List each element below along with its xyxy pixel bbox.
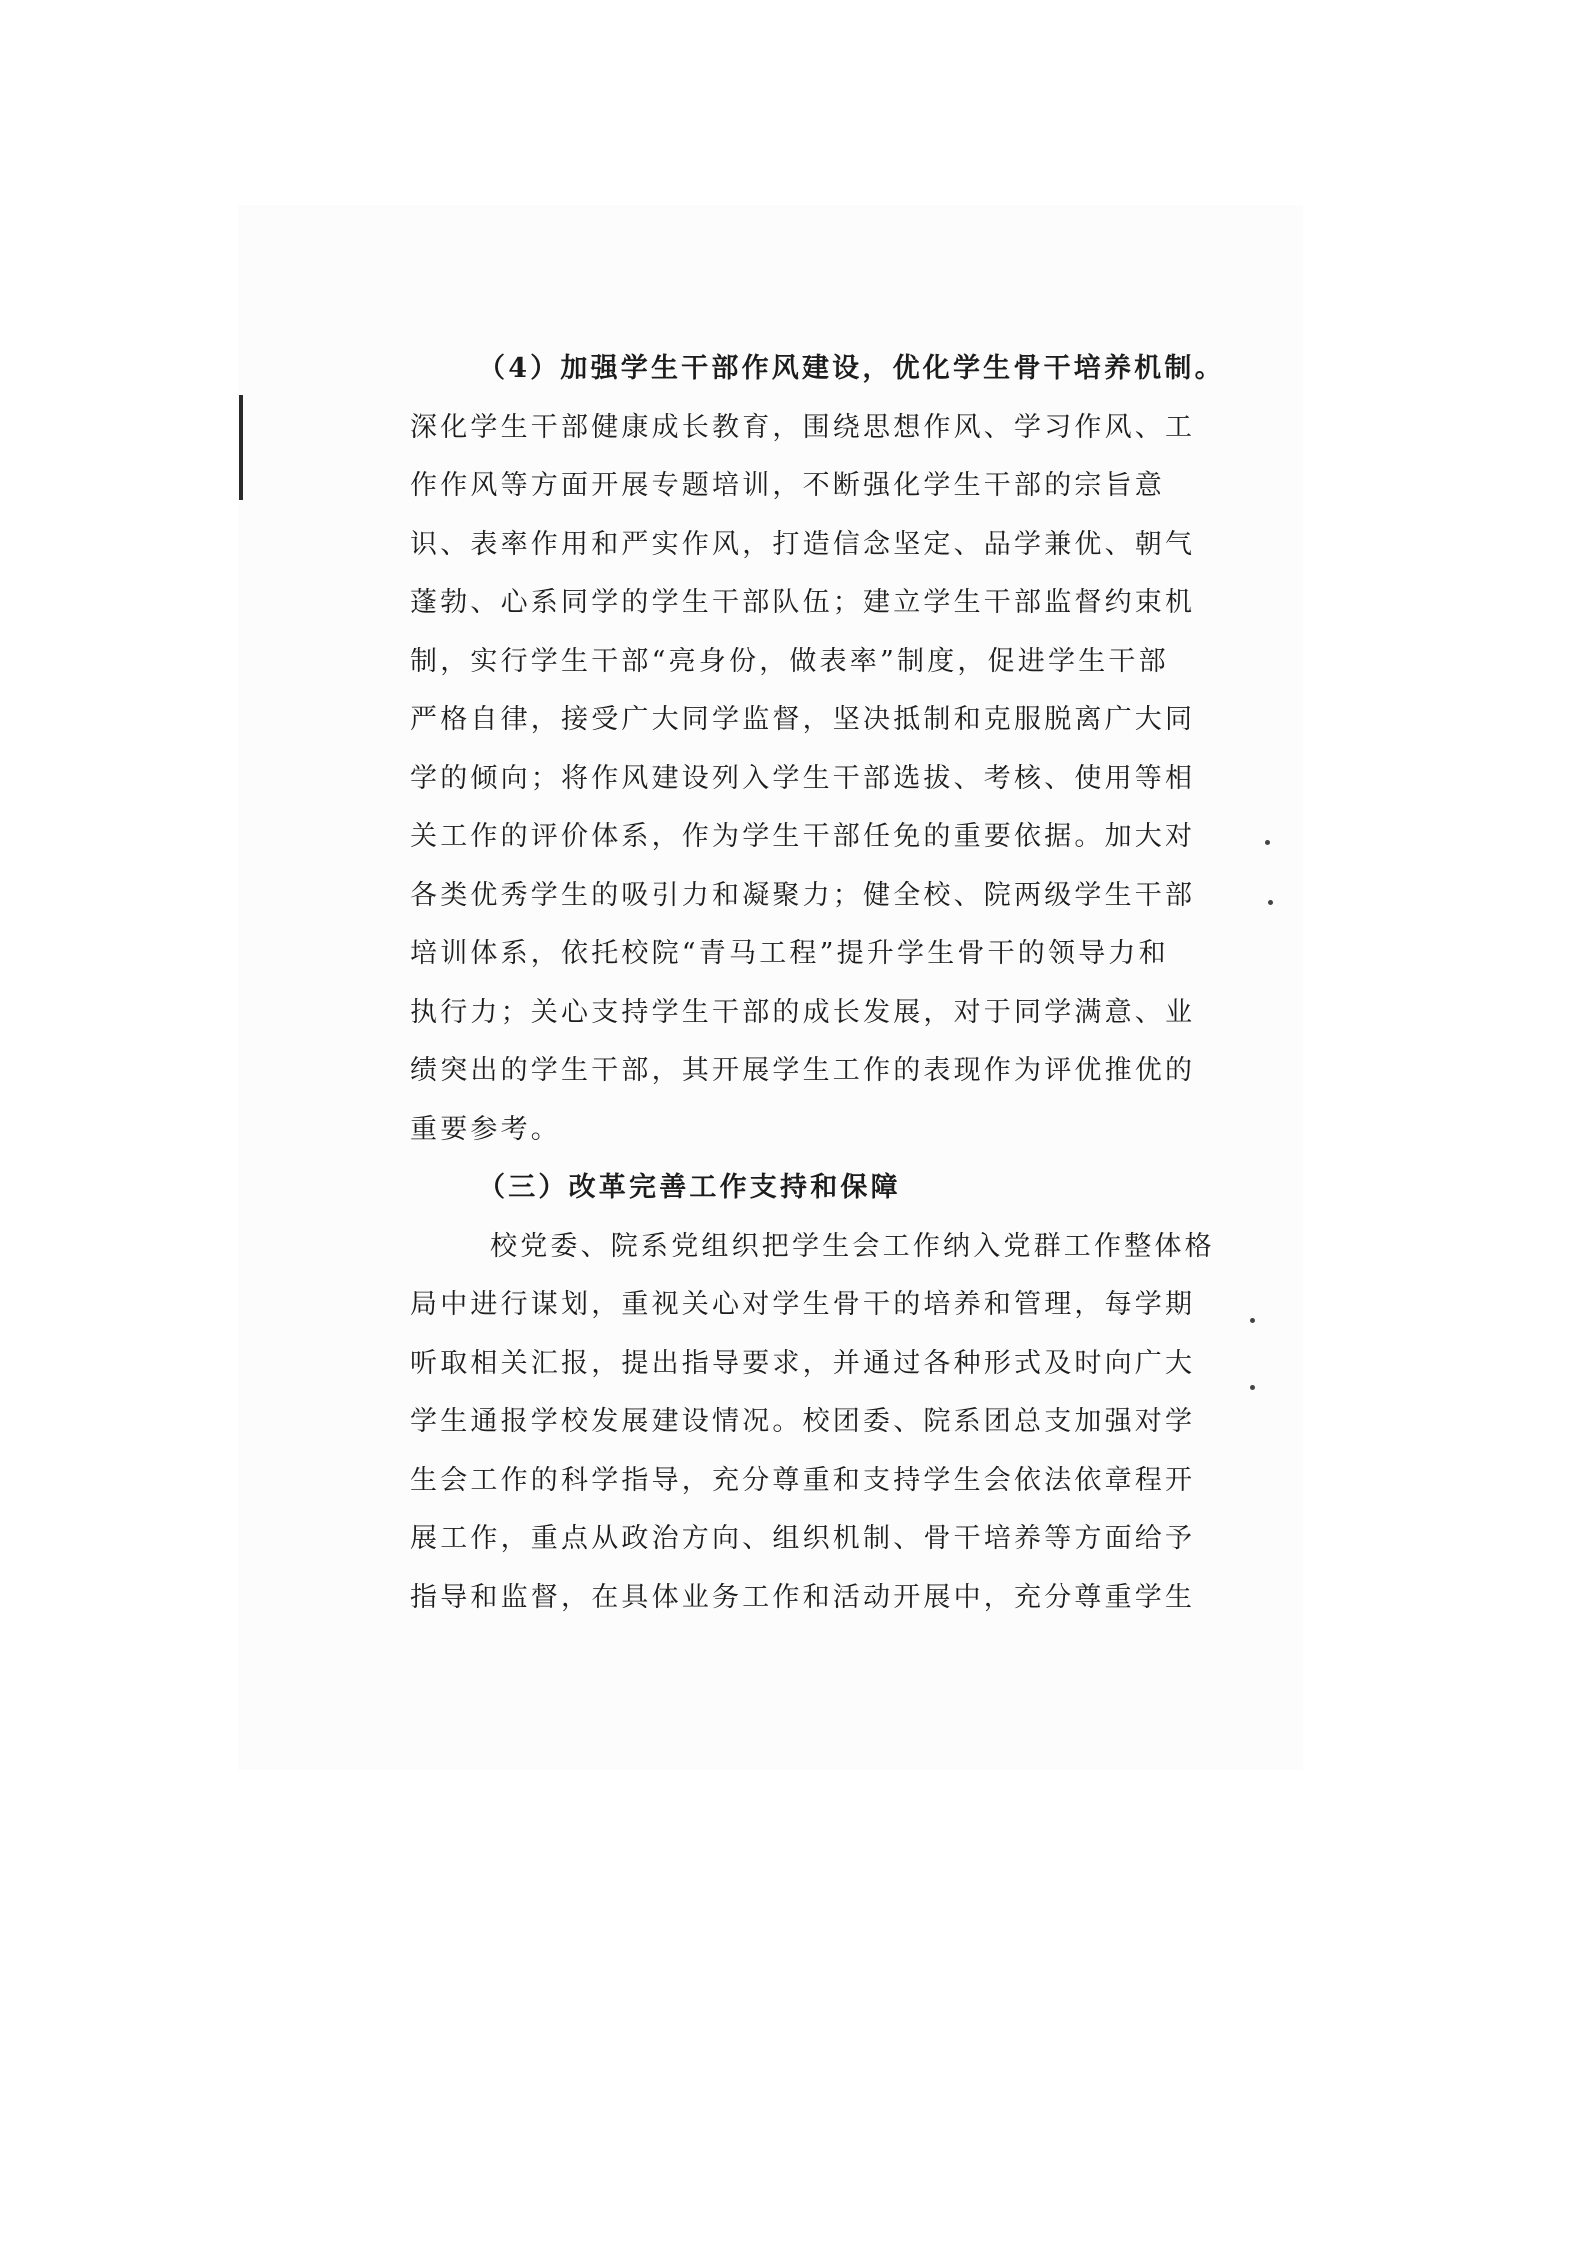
scan-dot (1250, 1385, 1255, 1390)
paragraph-line: 严格自律，接受广大同学监督，坚决抵制和克服脱离广大同 (410, 704, 1196, 735)
paragraph-line: 展工作，重点从政治方向、组织机制、骨干培养等方面给予 (410, 1523, 1196, 1554)
paragraph-line: 深化学生干部健康成长教育，围绕思想作风、学习作风、工 (410, 411, 1196, 443)
paragraph-line: 培训体系，依托校院“青马工程”提升学生骨干的领导力和 (410, 938, 1169, 969)
scan-dot (1268, 900, 1273, 905)
paragraph-line: 作作风等方面开展专题培训，不断强化学生干部的宗旨意 (410, 470, 1165, 501)
scan-dot (1250, 1318, 1255, 1323)
paragraph-line: 校党委、院系党组织把学生会工作纳入党群工作整体格 (490, 1230, 1215, 1262)
paragraph-line: 指导和监督，在具体业务工作和活动开展中，充分尊重学生 (410, 1581, 1196, 1613)
paragraph-line: 学的倾向；将作风建设列入学生干部选拔、考核、使用等相 (410, 762, 1196, 794)
section-heading: （三）改革完善工作支持和保障 (478, 1172, 901, 1203)
margin-mark (239, 395, 243, 500)
paragraph-line: 听取相关汇报，提出指导要求，并通过各种形式及时向广大 (410, 1347, 1196, 1379)
paragraph-line: 识、表率作用和严实作风，打造信念坚定、品学兼优、朝气 (410, 528, 1196, 560)
subsection-heading: （4）加强学生干部作风建设，优化学生骨干培养机制。 (478, 353, 1225, 384)
scan-dot (1265, 840, 1270, 845)
paragraph-line: 生会工作的科学指导，充分尊重和支持学生会依法依章程开 (410, 1464, 1196, 1496)
paragraph-line: 各类优秀学生的吸引力和凝聚力；健全校、院两级学生干部 (410, 879, 1196, 911)
paragraph-line: 蓬勃、心系同学的学生干部队伍；建立学生干部监督约束机 (410, 587, 1196, 618)
paragraph-line: 学生通报学校发展建设情况。校团委、院系团总支加强对学 (410, 1406, 1196, 1437)
paragraph-line: 绩突出的学生干部，其开展学生工作的表现作为评优推优的 (410, 1055, 1196, 1086)
paragraph-line: 局中进行谋划，重视关心对学生骨干的培养和管理，每学期 (410, 1289, 1196, 1320)
paragraph-line: 执行力；关心支持学生干部的成长发展，对于同学满意、业 (410, 996, 1196, 1028)
paragraph-line: 关工作的评价体系，作为学生干部任免的重要依据。加大对 (410, 821, 1196, 852)
paragraph-line: 重要参考。 (410, 1113, 561, 1145)
paragraph-line: 制，实行学生干部“亮身份，做表率”制度，促进学生干部 (410, 645, 1169, 677)
document-body (410, 340, 1225, 1627)
